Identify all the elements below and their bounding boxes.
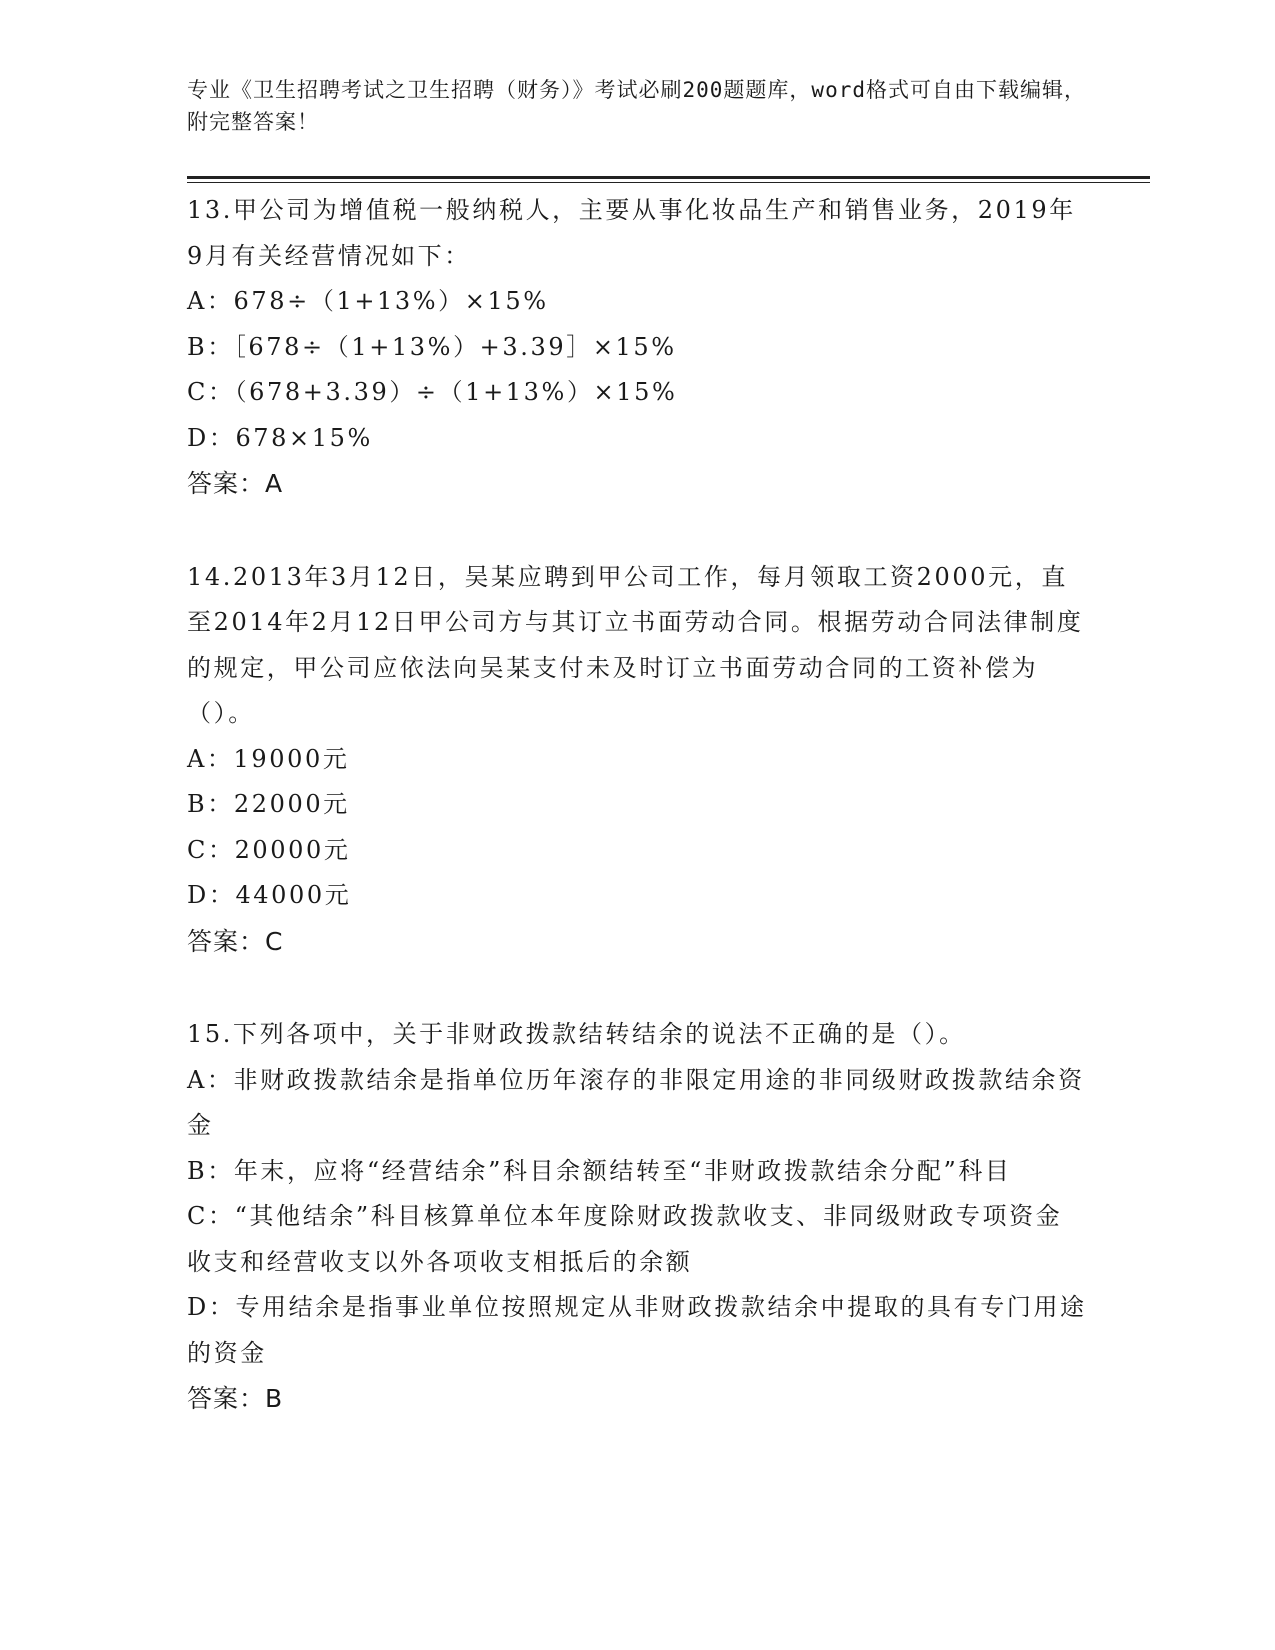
question-stem: 14.2013年3月12日，吴某应聘到甲公司工作，每月领取工资2000元，直至2014年2月12日甲公司方与其订立书面劳动合同。根据劳动合同法律制度的规定，甲公司应依法向吴某支付未及时订立书面劳动合同的工资补偿为（）。: [187, 562, 1084, 727]
option-a: A：678÷（1+13%）×15%: [187, 287, 549, 315]
option-d: D：678×15%: [187, 423, 373, 452]
answer-line: [187, 919, 1087, 965]
answer-label: 答案：: [187, 1384, 266, 1413]
answer-value: A: [265, 469, 284, 498]
question-13: [187, 188, 1087, 507]
question-14: [187, 555, 1087, 965]
answer-label: 答案：: [187, 926, 266, 956]
question-stem: 13.甲公司为增值税一般纳税人，主要从事化妆品生产和销售业务，2019年9月有关经营情况如下：: [187, 196, 1076, 270]
answer-value: B: [265, 1384, 284, 1413]
option-b: B：［678÷（1+13%）+3.39］×15%: [187, 332, 677, 361]
option-c: C：20000元: [187, 835, 351, 864]
option-c: C：“其他结余”科目核算单位本年度除财政拨款收支、非同级财政专项资金收支和经营收支以外各项收支相抵后的余额: [187, 1202, 1063, 1276]
option-d: D：44000元: [187, 881, 352, 909]
question-15: [187, 1012, 1087, 1422]
question-stem: 15.下列各项中，关于非财政拨款结转结余的说法不正确的是（）。: [187, 1020, 966, 1048]
option-b: B：22000元: [187, 790, 350, 818]
option-d: D：专用结余是指事业单位按照规定从非财政拨款结余中提取的具有专门用途的资金: [187, 1293, 1087, 1367]
document-header: 专业《卫生招聘考试之卫生招聘（财务）》考试必刷200题题库，word格式可自由下载编辑，附完整答案！: [187, 78, 1086, 134]
question-list: [187, 188, 1087, 1470]
option-c: C：（678+3.39）÷（1+13%）×15%: [187, 378, 678, 406]
answer-line: [187, 461, 1087, 507]
answer-line: [187, 1376, 1087, 1422]
answer-label: 答案：: [187, 469, 266, 498]
header-divider-thick: [187, 176, 1150, 179]
option-b: B：年末，应将“经营结余”科目余额结转至“非财政拨款结余分配”科目: [187, 1156, 1012, 1185]
option-a: A：非财政拨款结余是指单位历年滚存的非限定用途的非同级财政拨款结余资金: [187, 1065, 1085, 1139]
answer-value: C: [265, 926, 284, 956]
header-divider-thin: [187, 182, 1150, 183]
option-a: A：19000元: [187, 744, 350, 773]
